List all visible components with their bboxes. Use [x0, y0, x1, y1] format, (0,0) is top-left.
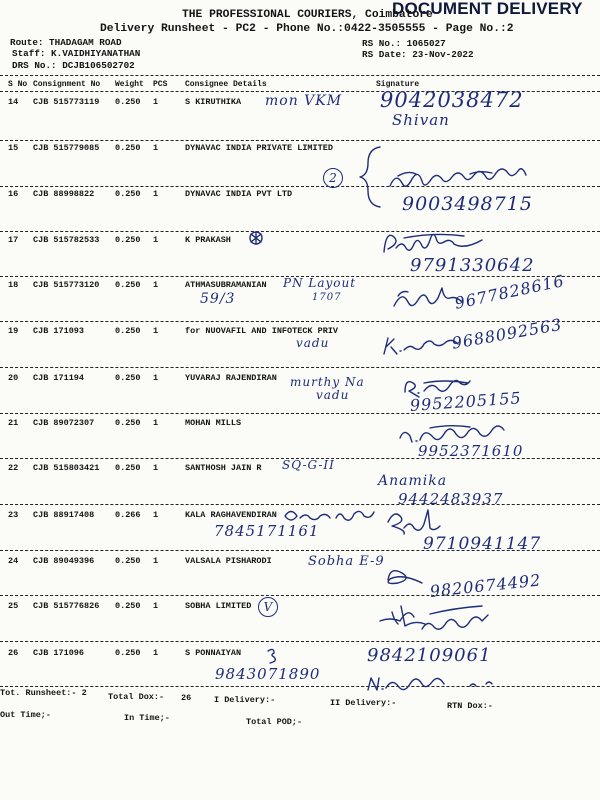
total-dox-value: 26 [181, 693, 192, 703]
column-header-weight: Weight [115, 80, 144, 89]
cell-consignee: K PRAKASH [185, 235, 231, 245]
cell-pcs: 1 [153, 418, 159, 428]
cell-consignee: DYNAVAC INDIA PRIVATE LIMITED [185, 143, 333, 153]
row-divider [0, 231, 600, 232]
cell-consignee: MOHAN MILLS [185, 418, 242, 428]
total-dox-label: Total Dox:- [108, 692, 165, 702]
cell-sno: 20 [8, 373, 19, 383]
cell-weight: 0.250 [115, 556, 141, 566]
table-row [0, 419, 600, 431]
cell-consignment: CJB 515803421 [33, 463, 100, 473]
row-divider [0, 595, 600, 596]
drs-number-field: DRS No.: DCJB106502702 [12, 60, 135, 71]
cell-pcs: 1 [153, 556, 159, 566]
cell-weight: 0.250 [115, 463, 141, 473]
cell-consignment: CJB 89049396 [33, 556, 95, 566]
handwritten-note-extra: 59/3 [200, 291, 236, 307]
cell-consignee: S PONNAIYAN [185, 648, 242, 658]
row-divider [0, 186, 600, 187]
row-divider [0, 321, 600, 322]
row-divider [0, 641, 600, 642]
handwritten-mark: V [258, 597, 278, 617]
cell-weight: 0.250 [115, 280, 141, 290]
handwritten-sign-phone: 9952371610 [418, 442, 524, 460]
total-pod-label: Total POD;- [246, 717, 303, 727]
row-divider [0, 504, 600, 505]
in-time-label: In Time;- [124, 713, 170, 723]
cell-sno: 15 [8, 143, 19, 153]
handwritten-sign-phone: 9688092563 [450, 314, 564, 353]
header-top-divider [0, 75, 600, 76]
cell-consignee: for NUOVAFIL AND INFOTECK PRIV [185, 326, 339, 336]
cell-weight: 0.266 [115, 510, 141, 520]
cell-consignment: CJB 515779085 [33, 143, 100, 153]
out-time-label: Out Time;- [0, 710, 52, 720]
cell-sno: 25 [8, 601, 19, 611]
handwritten-note: murthy Na [290, 375, 365, 389]
column-header-consignment: Consignment No [33, 80, 101, 89]
row-divider [0, 367, 600, 368]
handwritten-signature [388, 571, 422, 584]
cell-sno: 24 [8, 556, 19, 566]
cell-consignment: CJB 88998822 [33, 189, 95, 199]
table-row [0, 144, 600, 156]
company-name: THE PROFESSIONAL COURIERS, Coimbatore [182, 9, 433, 21]
handwritten-note: mon VKM [265, 93, 343, 109]
cell-weight: 0.250 [115, 648, 141, 658]
cell-pcs: 1 [153, 510, 159, 520]
column-header-signature: Signature [376, 80, 420, 89]
rs-number-field: RS No.: 1065027 [362, 38, 446, 49]
handwritten-note-line2: vadu [316, 388, 350, 402]
handwritten-sign-phone: 9952205155 [409, 388, 523, 415]
table-row [0, 602, 600, 614]
column-header-pcs: PCS [153, 80, 168, 89]
first-delivery-label: I Delivery:- [214, 695, 276, 705]
handwritten-sign-phone: 9442483937 [398, 490, 504, 508]
handwritten-note: SQ-G-II [282, 458, 335, 472]
handwritten-note-line2: 1707 [312, 292, 342, 303]
cell-sno: 17 [8, 235, 19, 245]
cell-consignment: CJB 515776826 [33, 601, 100, 611]
cell-consignment: CJB 88917408 [33, 510, 95, 520]
cell-weight: 0.250 [115, 143, 141, 153]
cell-pcs: 1 [153, 373, 159, 383]
staff-field: Staff: K.VAIDHIYANATHAN [12, 48, 141, 59]
cell-sno: 18 [8, 280, 19, 290]
cell-weight: 0.250 [115, 235, 141, 245]
row-divider [0, 413, 600, 414]
cell-consignee: YUVARAJ RAJENDIRAN [185, 373, 277, 383]
total-runsheet: Tot. Runsheet:- 2 [0, 688, 87, 698]
column-header-consignee: Consignee Details [185, 80, 267, 89]
handwritten-sign-phone: 9820674492 [428, 570, 543, 601]
cell-weight: 0.250 [115, 601, 141, 611]
cell-sno: 21 [8, 418, 19, 428]
cell-weight: 0.250 [115, 418, 141, 428]
handwritten-note: Sobha E-9 [308, 554, 385, 569]
cell-consignee: VALSALA PISHARODI [185, 556, 272, 566]
table-row [0, 554, 600, 569]
cell-pcs: 1 [153, 326, 159, 336]
cell-consignment: CJB 171093 [33, 326, 85, 336]
document-delivery-stamp: DOCUMENT DELIVERY [392, 0, 583, 18]
handwritten-sign-phone: 9042038472 [380, 88, 524, 112]
cell-sno: 16 [8, 189, 19, 199]
cell-consignee: DYNAVAC INDIA PVT LTD [185, 189, 293, 199]
cell-consignee: SANTHOSH JAIN R [185, 463, 262, 473]
handwritten-signature [390, 169, 526, 186]
cell-weight: 0.250 [115, 189, 141, 199]
table-row [0, 649, 600, 661]
cell-pcs: 1 [153, 143, 159, 153]
cell-consignee: ATHMASUBRAMANIAN [185, 280, 267, 290]
cell-consignment: CJB 515773120 [33, 280, 100, 290]
handwritten-note: vadu [296, 336, 330, 350]
cell-weight: 0.250 [115, 97, 141, 107]
cell-pcs: 1 [153, 189, 159, 199]
handwritten-sign-name: Shivan [392, 111, 450, 129]
cell-weight: 0.250 [115, 373, 141, 383]
handwritten-note-phone: 7845171161 [214, 522, 320, 540]
handwritten-signature [368, 678, 492, 690]
handwritten-sign-name: Anamika [378, 473, 448, 489]
handwritten-sign-phone: 9003498715 [402, 193, 533, 215]
cell-consignment: CJB 171194 [33, 373, 85, 383]
cell-pcs: 1 [153, 280, 159, 290]
cell-consignment: CJB 89072307 [33, 418, 95, 428]
handwritten-sign-phone: 9791330642 [410, 255, 535, 276]
handwritten-note: PN Layout [283, 276, 357, 290]
handwritten-sign-phone: 9710941147 [423, 534, 542, 554]
cell-sno: 23 [8, 510, 19, 520]
cell-pcs: 1 [153, 463, 159, 473]
table-row [0, 236, 600, 248]
cell-consignee: KALA RAGHAVENDIRAN [185, 510, 277, 520]
cell-consignment: CJB 515782533 [33, 235, 100, 245]
row-divider [0, 140, 600, 141]
handwritten-sign-phone: 9842109061 [367, 645, 492, 666]
rs-date-field: RS Date: 23-Nov-2022 [362, 49, 474, 60]
handwritten-signature [384, 338, 458, 354]
cell-consignment: CJB 515773119 [33, 97, 100, 107]
runsheet-title: Delivery Runsheet - PC2 - Phone No.:0422-3505555 - Page No.:2 [100, 23, 514, 35]
cell-consignee: SOBHA LIMITED [185, 601, 252, 611]
cell-pcs: 1 [153, 97, 159, 107]
cell-pcs: 1 [153, 648, 159, 658]
cell-consignment: CJB 171096 [33, 648, 85, 658]
handwritten-note-phone: 9843071890 [215, 665, 321, 683]
handwritten-mark: 2 [323, 168, 343, 188]
cell-sno: 26 [8, 648, 19, 658]
row-divider [0, 686, 600, 687]
cell-sno: 22 [8, 463, 19, 473]
cell-consignee: S KIRUTHIKA [185, 97, 242, 107]
rtn-dox-label: RTN Dox:- [447, 701, 493, 711]
cell-sno: 19 [8, 326, 19, 336]
cell-sno: 14 [8, 97, 19, 107]
handwritten-sign-phone: 9677828616 [452, 270, 567, 313]
route-field: Route: THADAGAM ROAD [10, 37, 122, 48]
second-delivery-label: II Delivery:- [330, 698, 397, 708]
column-header-sno: S No [8, 80, 28, 89]
cell-pcs: 1 [153, 235, 159, 245]
cell-weight: 0.250 [115, 326, 141, 336]
cell-pcs: 1 [153, 601, 159, 611]
